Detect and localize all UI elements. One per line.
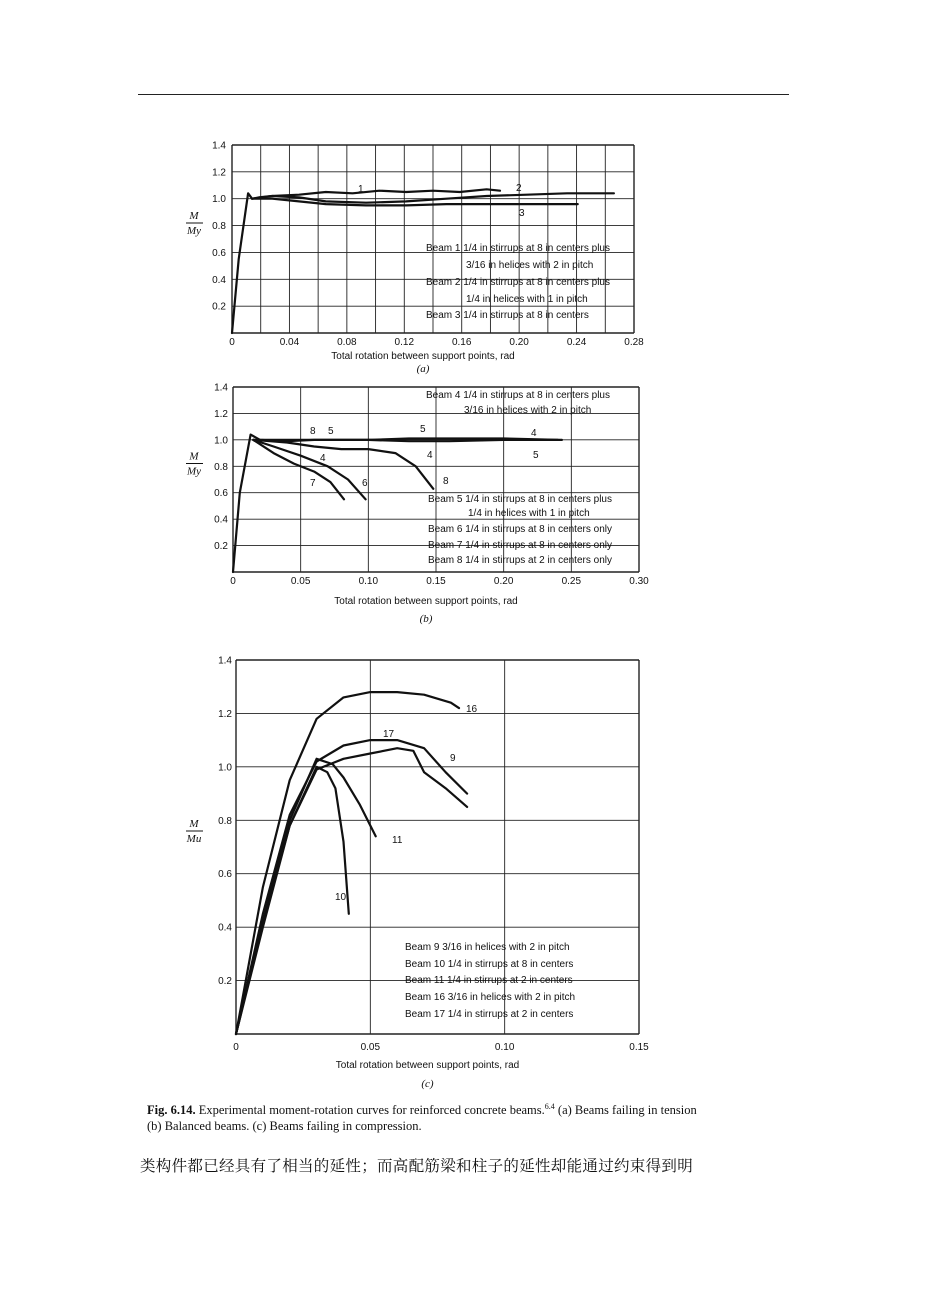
x-tick-label: 0.30 xyxy=(629,576,649,587)
x-tick-label: 0.10 xyxy=(494,1042,515,1053)
caption-ref: 6.4 xyxy=(544,1102,555,1111)
x-tick-label: 0 xyxy=(229,337,235,348)
y-axis-label-denominator: My xyxy=(186,225,202,237)
curve-label: 4 xyxy=(531,428,537,439)
legend-entry: Beam 6 1/4 in stirrups at 8 in centers only xyxy=(428,524,612,535)
curve-label: 4 xyxy=(320,453,326,464)
legend-entry: 3/16 in helices with 2 in pitch xyxy=(466,260,594,271)
curve-label: 11 xyxy=(392,835,403,846)
y-axis-label-numerator: M xyxy=(189,818,199,830)
legend-entry-top: 3/16 in helices with 2 in pitch xyxy=(464,405,592,416)
x-tick-label: 0.08 xyxy=(337,337,357,348)
y-tick-label: 0.6 xyxy=(212,247,226,259)
y-tick-label: 0.4 xyxy=(212,274,226,286)
x-tick-label: 0.15 xyxy=(629,1042,649,1053)
y-tick-label: 0.6 xyxy=(214,488,228,500)
curve-label: 8 xyxy=(443,476,449,487)
chart-panel-c xyxy=(186,656,650,1091)
series-line-beam-8 xyxy=(253,440,433,489)
legend-entry: Beam 8 1/4 in stirrups at 2 in centers only xyxy=(428,555,612,566)
y-tick-label: 0.2 xyxy=(218,976,232,988)
x-tick-label: 0 xyxy=(233,1042,239,1053)
y-tick-label: 0.2 xyxy=(214,541,228,553)
curve-label: 3 xyxy=(519,208,525,219)
x-axis-label: Total rotation between support points, rad xyxy=(331,351,515,362)
y-tick-label: 0.6 xyxy=(218,869,232,881)
y-tick-label: 1.0 xyxy=(212,194,226,206)
y-axis-label-denominator: My xyxy=(186,465,202,478)
curve-label: 10 xyxy=(335,892,347,903)
legend-entry: 1/4 in helices with 1 in pitch xyxy=(466,294,588,305)
body-text: 类构件都已经具有了相当的延性；而高配筋梁和柱子的延性却能通过约束得到明 xyxy=(140,1157,694,1175)
y-tick-label: 0.4 xyxy=(218,922,232,934)
legend-entry-top: Beam 4 1/4 in stirrups at 8 in centers plus xyxy=(426,390,610,401)
curve-label: 9 xyxy=(450,753,456,764)
y-tick-label: 1.4 xyxy=(218,655,232,667)
y-tick-label: 1.4 xyxy=(212,140,226,152)
x-tick-label: 0.28 xyxy=(624,337,644,348)
series-line-beam-10 xyxy=(236,767,349,1034)
curve-label: 8 xyxy=(310,426,316,437)
legend-entry: Beam 10 1/4 in stirrups at 8 in centers xyxy=(405,959,574,970)
curve-label: 5 xyxy=(533,450,539,461)
series-line-beam-3 xyxy=(252,199,578,206)
curve-label: 5 xyxy=(420,424,426,435)
y-axis-label-denominator: Mu xyxy=(186,833,202,845)
caption-fig-label: Fig. 6.14. xyxy=(147,1103,196,1118)
x-tick-label: 0.12 xyxy=(394,337,415,348)
series-line-beam-17 xyxy=(236,740,467,1034)
curve-label: 4 xyxy=(427,450,433,461)
y-tick-label: 0.8 xyxy=(218,815,232,827)
y-tick-label: 0.8 xyxy=(214,461,228,473)
chart-panel-a xyxy=(186,141,644,376)
x-tick-label: 0.24 xyxy=(566,337,587,348)
legend-entry: Beam 11 1/4 in stirrups at 2 in centers xyxy=(405,975,573,986)
panel-label: (c) xyxy=(421,1078,434,1090)
x-tick-label: 0.05 xyxy=(290,576,311,587)
x-tick-label: 0.16 xyxy=(451,337,472,348)
x-tick-label: 0.04 xyxy=(279,337,300,348)
y-axis-label-numerator: M xyxy=(189,450,199,463)
y-tick-label: 1.0 xyxy=(214,435,228,447)
x-axis-label: Total rotation between support points, rad xyxy=(334,596,518,607)
y-tick-label: 1.0 xyxy=(218,762,232,774)
curve-label: 6 xyxy=(362,478,368,489)
caption-text: Experimental moment-rotation curves for reinforced concrete beams. xyxy=(198,1103,545,1118)
y-tick-label: 1.2 xyxy=(212,167,226,179)
series-line-beam-11 xyxy=(236,759,376,1034)
x-tick-label: 0.25 xyxy=(561,576,582,587)
x-tick-label: 0 xyxy=(230,576,236,587)
chart-panel-b xyxy=(186,383,649,626)
y-tick-label: 1.2 xyxy=(218,708,232,720)
curve-label: 7 xyxy=(310,478,316,489)
legend-entry: Beam 2 1/4 in stirrups at 8 in centers plus xyxy=(426,277,610,288)
legend-entry: Beam 9 3/16 in helices with 2 in pitch xyxy=(405,942,570,953)
x-tick-label: 0.15 xyxy=(426,576,446,587)
x-tick-label: 0.05 xyxy=(360,1042,381,1053)
curve-label: 2 xyxy=(516,183,522,194)
y-tick-label: 1.4 xyxy=(214,382,228,394)
curve-label: 5 xyxy=(328,426,334,437)
x-tick-label: 0.20 xyxy=(509,337,529,348)
legend-entry: 1/4 in helices with 1 in pitch xyxy=(468,508,590,519)
curve-label: 16 xyxy=(466,704,478,715)
panel-label: (a) xyxy=(416,363,430,375)
curve-label: 17 xyxy=(383,729,395,740)
x-axis-label: Total rotation between support points, rad xyxy=(335,1060,520,1071)
y-tick-label: 0.8 xyxy=(212,221,226,233)
legend-entry: Beam 7 1/4 in stirrups at 8 in centers only xyxy=(428,540,612,551)
legend-entry: Beam 5 1/4 in stirrups at 8 in centers plus xyxy=(428,494,612,505)
y-tick-label: 0.4 xyxy=(214,514,228,526)
y-tick-label: 0.2 xyxy=(212,301,226,313)
panel-label: (b) xyxy=(419,613,433,625)
x-tick-label: 0.10 xyxy=(358,576,379,587)
legend-entry: Beam 17 1/4 in stirrups at 2 in centers xyxy=(405,1009,574,1020)
figure-caption xyxy=(147,1099,707,1134)
legend-entry: Beam 3 1/4 in stirrups at 8 in centers xyxy=(426,310,589,321)
y-tick-label: 1.2 xyxy=(214,408,228,420)
legend-entry: Beam 16 3/16 in helices with 2 in pitch xyxy=(405,992,576,1003)
y-axis-label-numerator: M xyxy=(189,210,199,222)
caption-text-2: (a) Beams failing in tension (b) Balanced beams. (c) Beams failing in compression. xyxy=(147,1103,697,1134)
legend-entry: Beam 1 1/4 in stirrups at 8 in centers plus xyxy=(426,243,610,254)
curve-label: 1 xyxy=(358,184,364,195)
x-tick-label: 0.20 xyxy=(493,576,514,587)
